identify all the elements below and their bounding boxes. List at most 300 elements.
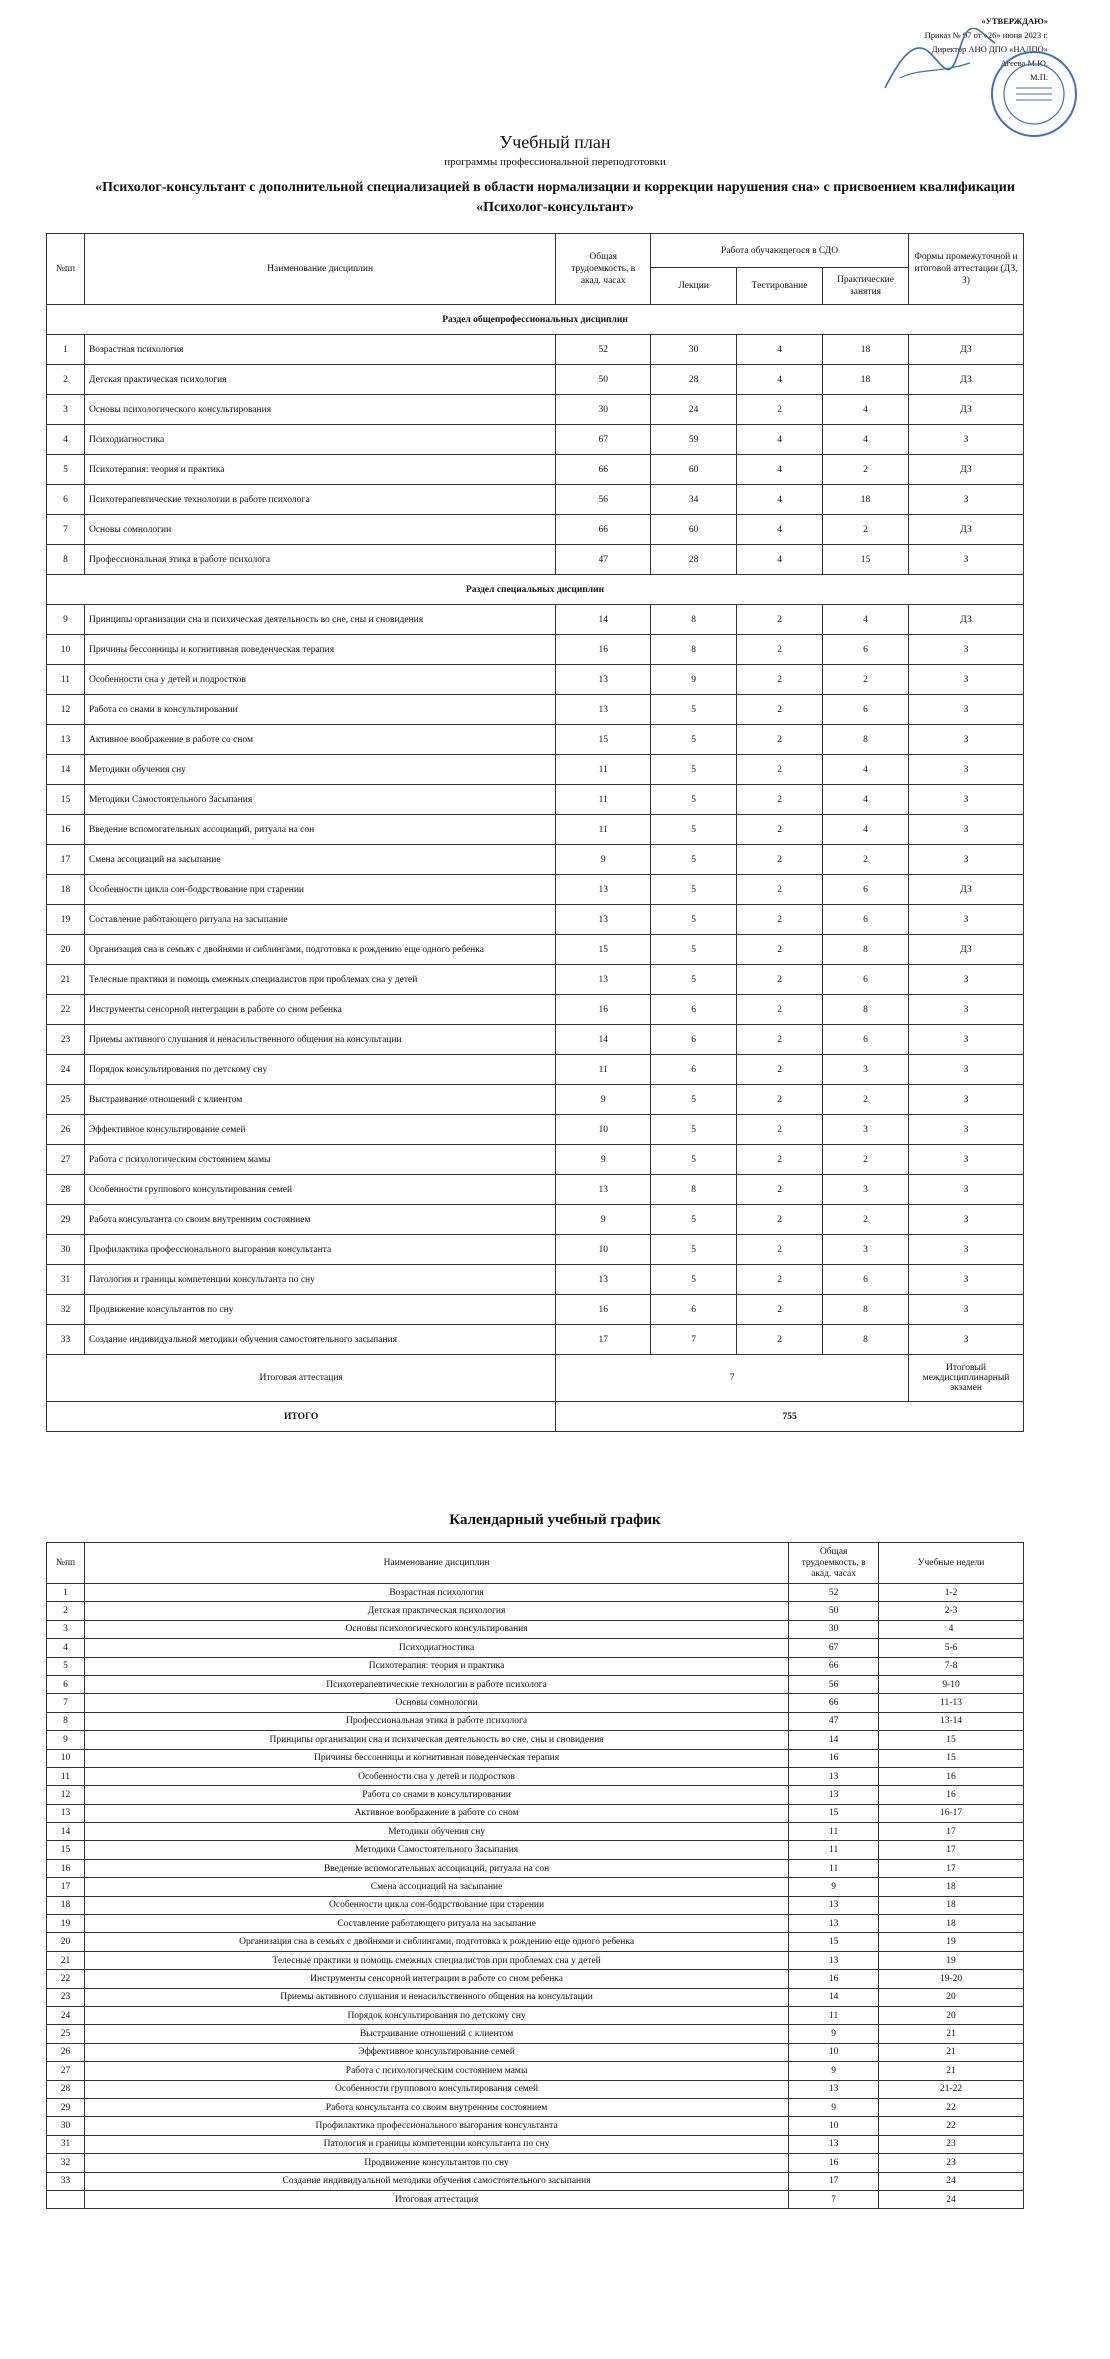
cell-total: 9: [556, 1085, 651, 1115]
plan-title: Учебный план: [499, 132, 611, 152]
cal-cell-name: Причины бессонницы и когнитивная поведенческая терапия: [84, 1749, 788, 1767]
cell-lectures: 5: [651, 905, 737, 935]
cal-cell-weeks: 15: [879, 1731, 1024, 1749]
cell-lectures: 5: [651, 755, 737, 785]
cell-name: Принципы организации сна и психическая деятельность во сне, сны и сновидения: [84, 605, 555, 635]
cal-cell-name: Смена ассоциаций на засыпание: [84, 1878, 788, 1896]
cell-lectures: 5: [651, 845, 737, 875]
cal-cell-total: 16: [789, 1749, 879, 1767]
cell-tests: 4: [737, 365, 823, 395]
cell-lectures: 5: [651, 1115, 737, 1145]
cal-cell-weeks: 11-13: [879, 1694, 1024, 1712]
cell-lectures: 8: [651, 605, 737, 635]
cal-cell-total: 14: [789, 1988, 879, 2006]
cell-name: Методики Самостоятельного Засыпания: [84, 785, 555, 815]
cal-cell-name: Психотерапия: теория и практика: [84, 1657, 788, 1675]
cell-tests: 2: [737, 1235, 823, 1265]
cell-practice: 4: [823, 605, 909, 635]
cell-lectures: 8: [651, 635, 737, 665]
table-row: [47, 1804, 1024, 1822]
cell-form: З: [909, 1055, 1024, 1085]
cell-lectures: 60: [651, 515, 737, 545]
cal-cell-weeks: 19-20: [879, 1970, 1024, 1988]
table-row: [47, 1235, 1024, 1265]
cell-form: ДЗ: [909, 515, 1024, 545]
cell-num: 12: [47, 695, 85, 725]
cell-practice: 18: [823, 335, 909, 365]
cell-name: Активное воображение в работе со сном: [84, 725, 555, 755]
cell-name: Приемы активного слушания и ненасильственного общения на консультации: [84, 1025, 555, 1055]
cell-practice: 3: [823, 1055, 909, 1085]
cal-cell-total: 15: [789, 1804, 879, 1822]
cell-lectures: 7: [651, 1325, 737, 1355]
cell-form: З: [909, 1175, 1024, 1205]
cell-name: Патология и границы компетенции консультанта по сну: [84, 1265, 555, 1295]
cal-cell-weeks: 17: [879, 1841, 1024, 1859]
cal-cell-num: 9: [47, 1731, 85, 1749]
cell-num: 18: [47, 875, 85, 905]
cal-cell-total: 13: [789, 2080, 879, 2098]
cal-cell-num: 17: [47, 1878, 85, 1896]
cal-cell-num: 15: [47, 1841, 85, 1859]
table-row: [47, 425, 1024, 455]
cell-tests: 2: [737, 755, 823, 785]
cell-num: 31: [47, 1265, 85, 1295]
cell-name: Организация сна в семьях с двойнями и сиблингами, подготовка к рождению еще одного ребенка: [84, 935, 555, 965]
table-row: [47, 335, 1024, 365]
cell-num: 11: [47, 665, 85, 695]
cell-form: З: [909, 1325, 1024, 1355]
cell-num: 21: [47, 965, 85, 995]
cell-lectures: 6: [651, 1055, 737, 1085]
cell-name: Основы сомнологии: [84, 515, 555, 545]
cell-practice: 6: [823, 905, 909, 935]
cal-cell-name: Методики обучения сну: [84, 1823, 788, 1841]
cell-num: 1: [47, 335, 85, 365]
cal-cell-weeks: 21: [879, 2062, 1024, 2080]
header-total: Общая трудоемкость, в акад. часах: [556, 234, 651, 305]
table-row: [47, 2043, 1024, 2061]
table-row: [47, 1025, 1024, 1055]
cell-practice: 4: [823, 395, 909, 425]
cell-form: З: [909, 845, 1024, 875]
calendar-body: [47, 1584, 1024, 2209]
cal-cell-name: Психотерапевтические технологии в работе психолога: [84, 1675, 788, 1693]
cell-form: ДЗ: [909, 395, 1024, 425]
cal-cell-num: 16: [47, 1859, 85, 1877]
cal-cell-total: 13: [789, 1767, 879, 1785]
cal-cell-num: 12: [47, 1786, 85, 1804]
approval-mp: М.П.: [1030, 72, 1048, 82]
table-row: [47, 1602, 1024, 1620]
table-row: [47, 1786, 1024, 1804]
table-row: [47, 1694, 1024, 1712]
table-row: [47, 785, 1024, 815]
cell-practice: 2: [823, 455, 909, 485]
cell-practice: 2: [823, 665, 909, 695]
cal-cell-num: 5: [47, 1657, 85, 1675]
table-row: [47, 1841, 1024, 1859]
cal-cell-name: Работа с психологическим состоянием мамы: [84, 2062, 788, 2080]
cal-cell-num: 30: [47, 2117, 85, 2135]
plan-subtitle: программы профессиональной переподготовки: [444, 156, 666, 168]
cal-cell-total: 9: [789, 2025, 879, 2043]
cell-practice: 4: [823, 755, 909, 785]
table-row: [47, 1749, 1024, 1767]
cell-form: З: [909, 995, 1024, 1025]
table-row: [47, 1970, 1024, 1988]
cal-cell-num: 2: [47, 1602, 85, 1620]
cell-num: 30: [47, 1235, 85, 1265]
signature-image: [880, 28, 1000, 98]
cal-cell-total: 11: [789, 1823, 879, 1841]
cell-num: 27: [47, 1145, 85, 1175]
cell-name: Детская практическая психология: [84, 365, 555, 395]
cell-total: 16: [556, 1295, 651, 1325]
cal-cell-name: Психодиагностика: [84, 1639, 788, 1657]
cal-cell-num: 25: [47, 2025, 85, 2043]
header-tests: Тестирование: [737, 268, 823, 305]
cell-tests: 2: [737, 1295, 823, 1325]
cell-num: 7: [47, 515, 85, 545]
cal-cell-total: 13: [789, 1951, 879, 1969]
cell-tests: 2: [737, 905, 823, 935]
table-row: [47, 2190, 1024, 2208]
cell-total: 9: [556, 845, 651, 875]
cal-cell-num: 4: [47, 1639, 85, 1657]
cell-practice: 8: [823, 725, 909, 755]
cell-tests: 4: [737, 485, 823, 515]
cell-lectures: 8: [651, 1175, 737, 1205]
cal-cell-total: 13: [789, 1896, 879, 1914]
cell-total: 13: [556, 1265, 651, 1295]
cell-num: 9: [47, 605, 85, 635]
plan-body-general: [47, 335, 1024, 575]
table-row: [47, 1951, 1024, 1969]
cal-cell-total: 7: [789, 2190, 879, 2208]
table-row: [47, 1115, 1024, 1145]
cell-num: 2: [47, 365, 85, 395]
approval-order: Приказ № 97 от «26» июня 2023 г.: [924, 30, 1048, 40]
calendar-table: [46, 1542, 1024, 2209]
cell-total: 11: [556, 785, 651, 815]
cell-lectures: 34: [651, 485, 737, 515]
table-row: [47, 1988, 1024, 2006]
cell-num: 23: [47, 1025, 85, 1055]
cell-name: Выстраивание отношений с клиентом: [84, 1085, 555, 1115]
cal-cell-name: Особенности цикла сон-бодрствование при старении: [84, 1896, 788, 1914]
cell-name: Порядок консультирования по детскому сну: [84, 1055, 555, 1085]
cal-cell-weeks: 20: [879, 2006, 1024, 2024]
cal-cell-total: 16: [789, 1970, 879, 1988]
cal-cell-name: Профессиональная этика в работе психолога: [84, 1712, 788, 1730]
table-row: [47, 2154, 1024, 2172]
table-row: [47, 1620, 1024, 1638]
cell-lectures: 28: [651, 365, 737, 395]
cal-cell-weeks: 1-2: [879, 1584, 1024, 1602]
cell-num: 25: [47, 1085, 85, 1115]
table-row: [47, 1145, 1024, 1175]
table-row: [47, 545, 1024, 575]
cell-lectures: 5: [651, 1145, 737, 1175]
cell-tests: 2: [737, 1145, 823, 1175]
cal-cell-total: 13: [789, 1915, 879, 1933]
cell-tests: 2: [737, 965, 823, 995]
cell-tests: 2: [737, 695, 823, 725]
table-row: [47, 1325, 1024, 1355]
cell-num: 10: [47, 635, 85, 665]
cal-cell-total: 50: [789, 1602, 879, 1620]
cell-form: З: [909, 785, 1024, 815]
cell-practice: 8: [823, 1295, 909, 1325]
cal-cell-num: 19: [47, 1915, 85, 1933]
cal-cell-name: Возрастная психология: [84, 1584, 788, 1602]
cell-total: 13: [556, 665, 651, 695]
cal-cell-name: Организация сна в семьях с двойнями и сиблингами, подготовка к рождению еще одного ребенка: [84, 1933, 788, 1951]
plan-body-special: [47, 605, 1024, 1355]
cell-name: Методики обучения сну: [84, 755, 555, 785]
cell-form: ДЗ: [909, 605, 1024, 635]
cal-cell-weeks: 18: [879, 1878, 1024, 1896]
cell-num: 29: [47, 1205, 85, 1235]
table-row: [47, 1712, 1024, 1730]
calendar-title: Календарный учебный график: [449, 1512, 661, 1528]
cell-form: ДЗ: [909, 365, 1024, 395]
header-lectures: Лекции: [651, 268, 737, 305]
cell-practice: 6: [823, 1025, 909, 1055]
cell-tests: 2: [737, 935, 823, 965]
table-row: [47, 2098, 1024, 2116]
cell-name: Психотерапевтические технологии в работе психолога: [84, 485, 555, 515]
cal-cell-weeks: 17: [879, 1823, 1024, 1841]
table-row: [47, 1896, 1024, 1914]
cal-cell-name: Приемы активного слушания и ненасильственного общения на консультации: [84, 1988, 788, 2006]
cell-tests: 2: [737, 1265, 823, 1295]
cal-cell-total: 66: [789, 1657, 879, 1675]
cell-total: 13: [556, 905, 651, 935]
cal-cell-name: Основы психологического консультирования: [84, 1620, 788, 1638]
cell-total: 9: [556, 1205, 651, 1235]
cell-tests: 4: [737, 425, 823, 455]
cell-practice: 4: [823, 815, 909, 845]
cell-tests: 4: [737, 515, 823, 545]
cal-cell-name: Профилактика профессионального выгорания консультанта: [84, 2117, 788, 2135]
cell-tests: 2: [737, 1115, 823, 1145]
table-row: [47, 2062, 1024, 2080]
cal-cell-weeks: 20: [879, 1988, 1024, 2006]
cal-cell-weeks: 5-6: [879, 1639, 1024, 1657]
cell-tests: 2: [737, 1025, 823, 1055]
cell-name: Эффективное консультирование семей: [84, 1115, 555, 1145]
cal-cell-weeks: 24: [879, 2190, 1024, 2208]
cell-total: 30: [556, 395, 651, 425]
cal-cell-num: 1: [47, 1584, 85, 1602]
cal-cell-total: 11: [789, 2006, 879, 2024]
cell-tests: 2: [737, 395, 823, 425]
cal-cell-weeks: 18: [879, 1896, 1024, 1914]
cell-practice: 15: [823, 545, 909, 575]
cal-cell-name: Патология и границы компетенции консультанта по сну: [84, 2135, 788, 2153]
cell-name: Продвижение консультантов по сну: [84, 1295, 555, 1325]
cal-cell-weeks: 24: [879, 2172, 1024, 2190]
cal-cell-total: 30: [789, 1620, 879, 1638]
cal-cell-total: 10: [789, 2117, 879, 2135]
cal-cell-num: 21: [47, 1951, 85, 1969]
cell-num: 26: [47, 1115, 85, 1145]
cell-num: 19: [47, 905, 85, 935]
cell-total: 47: [556, 545, 651, 575]
cell-num: 8: [47, 545, 85, 575]
cell-lectures: 5: [651, 935, 737, 965]
table-row: [47, 665, 1024, 695]
cell-form: ДЗ: [909, 335, 1024, 365]
cal-cell-weeks: 4: [879, 1620, 1024, 1638]
cell-lectures: 9: [651, 665, 737, 695]
table-row: [47, 1055, 1024, 1085]
table-row: [47, 2135, 1024, 2153]
cell-practice: 2: [823, 1145, 909, 1175]
header-forms: Формы промежуточной и итоговой аттестации (ДЗ, З): [909, 234, 1024, 305]
cell-name: Работа с психологическим состоянием мамы: [84, 1145, 555, 1175]
cell-form: З: [909, 755, 1024, 785]
table-row: [47, 395, 1024, 425]
cell-practice: 8: [823, 995, 909, 1025]
cal-cell-total: 13: [789, 2135, 879, 2153]
cal-cell-name: Активное воображение в работе со сном: [84, 1804, 788, 1822]
table-row: [47, 725, 1024, 755]
table-row: [47, 1915, 1024, 1933]
cell-total: 16: [556, 995, 651, 1025]
cell-num: 5: [47, 455, 85, 485]
table-row: [47, 695, 1024, 725]
cal-cell-weeks: 15: [879, 1749, 1024, 1767]
table-row: [47, 2080, 1024, 2098]
cell-form: З: [909, 1205, 1024, 1235]
cal-cell-weeks: 22: [879, 2117, 1024, 2135]
cal-cell-num: 31: [47, 2135, 85, 2153]
cal-cell-weeks: 23: [879, 2154, 1024, 2172]
cell-lectures: 6: [651, 1295, 737, 1325]
cell-tests: 2: [737, 845, 823, 875]
cell-form: ДЗ: [909, 935, 1024, 965]
cell-tests: 2: [737, 1205, 823, 1235]
cell-form: З: [909, 965, 1024, 995]
cell-num: 15: [47, 785, 85, 815]
cell-tests: 2: [737, 1325, 823, 1355]
cell-name: Основы психологического консультирования: [84, 395, 555, 425]
cal-cell-num: 22: [47, 1970, 85, 1988]
cal-cell-weeks: 9-10: [879, 1675, 1024, 1693]
calendar-header-row: [47, 1543, 1024, 1584]
cell-lectures: 5: [651, 725, 737, 755]
total-row: [47, 1402, 1024, 1432]
cell-total: 9: [556, 1145, 651, 1175]
table-row: [47, 1878, 1024, 1896]
cal-cell-weeks: 17: [879, 1859, 1024, 1877]
cal-header-num: №пп: [47, 1543, 85, 1584]
cell-num: 20: [47, 935, 85, 965]
cell-lectures: 5: [651, 815, 737, 845]
cell-total: 11: [556, 1055, 651, 1085]
cell-total: 13: [556, 875, 651, 905]
cell-tests: 2: [737, 815, 823, 845]
header-name: Наименование дисциплин: [84, 234, 555, 305]
cell-form: З: [909, 545, 1024, 575]
section-row: [47, 305, 1024, 335]
cal-cell-num: 23: [47, 1988, 85, 2006]
cell-tests: 4: [737, 545, 823, 575]
cell-tests: 2: [737, 725, 823, 755]
table-row: [47, 605, 1024, 635]
cal-cell-name: Введение вспомогательных ассоциаций, ритуала на сон: [84, 1859, 788, 1877]
cal-cell-name: Инструменты сенсорной интеграции в работе со сном ребенка: [84, 1970, 788, 1988]
approval-position: Директор АНО ДПО «НАДПО»: [931, 44, 1048, 54]
table-row: [47, 1859, 1024, 1877]
cell-num: 28: [47, 1175, 85, 1205]
cell-tests: 2: [737, 1085, 823, 1115]
table-row: [47, 1639, 1024, 1657]
cal-cell-name: Особенности сна у детей и подростков: [84, 1767, 788, 1785]
cal-cell-total: 14: [789, 1731, 879, 1749]
header-practice: Практические занятия: [823, 268, 909, 305]
cell-num: 22: [47, 995, 85, 1025]
cal-cell-num: 10: [47, 1749, 85, 1767]
cell-tests: 2: [737, 875, 823, 905]
cal-header-name: Наименование дисциплин: [84, 1543, 788, 1584]
cal-cell-total: 17: [789, 2172, 879, 2190]
cell-name: Профилактика профессионального выгорания консультанта: [84, 1235, 555, 1265]
cell-practice: 2: [823, 515, 909, 545]
table-row: [47, 2172, 1024, 2190]
cell-num: 33: [47, 1325, 85, 1355]
cal-cell-num: 29: [47, 2098, 85, 2116]
cell-form: З: [909, 905, 1024, 935]
cell-lectures: 30: [651, 335, 737, 365]
section-special: Раздел специальных дисциплин: [47, 575, 1024, 605]
table-row: [47, 1933, 1024, 1951]
cell-total: 13: [556, 695, 651, 725]
cell-practice: 4: [823, 425, 909, 455]
cell-tests: 2: [737, 665, 823, 695]
cal-cell-num: 18: [47, 1896, 85, 1914]
cell-form: ДЗ: [909, 875, 1024, 905]
cell-form: З: [909, 1295, 1024, 1325]
cell-tests: 4: [737, 455, 823, 485]
cell-lectures: 5: [651, 695, 737, 725]
cell-total: 66: [556, 455, 651, 485]
table-row: [47, 875, 1024, 905]
cal-cell-weeks: 18: [879, 1915, 1024, 1933]
cell-name: Причины бессонницы и когнитивная поведенческая терапия: [84, 635, 555, 665]
table-row: [47, 1823, 1024, 1841]
cell-name: Профессиональная этика в работе психолога: [84, 545, 555, 575]
final-hours: 7: [556, 1355, 909, 1402]
cal-cell-total: 15: [789, 1933, 879, 1951]
cell-num: 3: [47, 395, 85, 425]
cal-cell-name: Итоговая аттестация: [84, 2190, 788, 2208]
table-row: [47, 2006, 1024, 2024]
cal-cell-name: Работа консультанта со своим внутренним состоянием: [84, 2098, 788, 2116]
cell-tests: 2: [737, 1175, 823, 1205]
table-row: [47, 755, 1024, 785]
table-row: [47, 965, 1024, 995]
cell-practice: 18: [823, 485, 909, 515]
cal-cell-name: Продвижение консультантов по сну: [84, 2154, 788, 2172]
cell-form: З: [909, 425, 1024, 455]
table-row: [47, 845, 1024, 875]
table-row: [47, 1175, 1024, 1205]
cal-cell-weeks: 19: [879, 1951, 1024, 1969]
